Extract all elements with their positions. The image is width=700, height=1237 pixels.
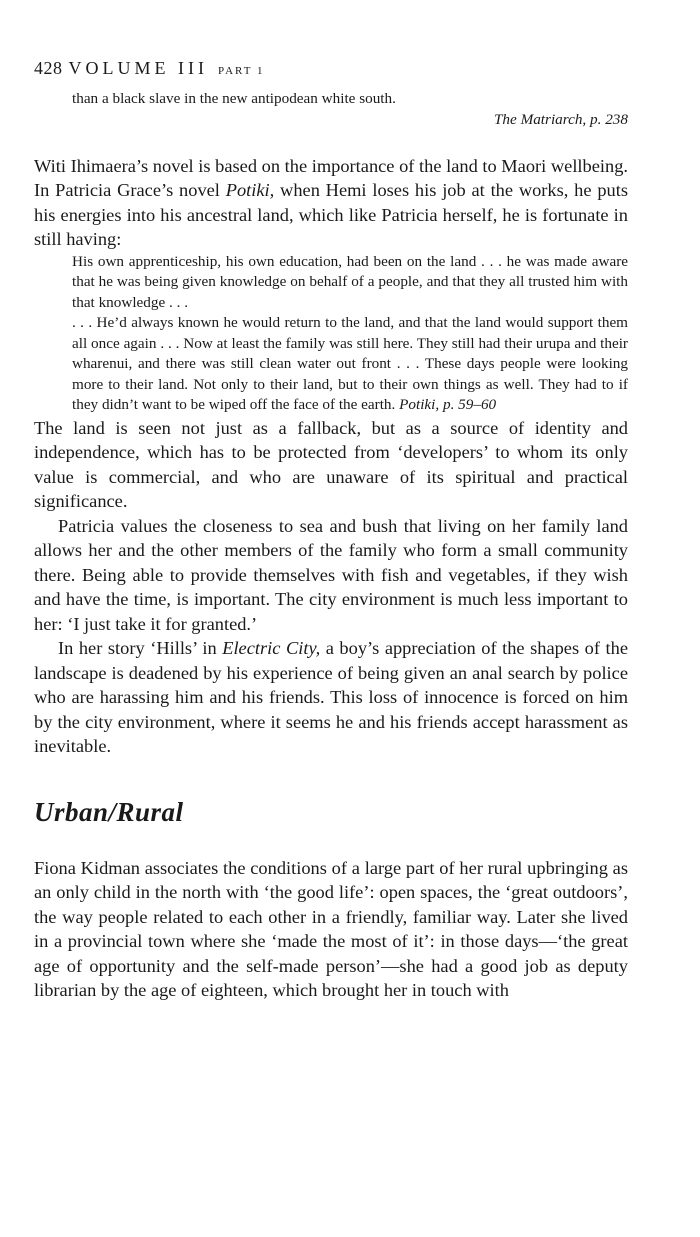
quote-citation-potiki: Potiki, p. 59–60 [399,396,497,413]
paragraph-fiona-kidman: Fiona Kidman associates the conditions of a large part of her rural upbringing as an only child in the north with ‘the good life’: open spaces, the ‘great outdoors’, the way people related to each other in a friendly, familiar way. Later she lived in a provincial town where she ‘made the most of it’: in those days—‘the great age of opportunity and the self-made person’—she had a good job as deputy librarian by the age of eighteen, which brought her in touch with [34,857,628,1000]
paragraph-text: Witi Ihimaera’s novel is based on the importance of the land to Maori wellbeing. In Patricia Grace’s novel [34,155,628,200]
paragraph-text: a boy’s appreciation of the shapes of the landscape is deadened by his experience of being given an anal search by police who are harassing him and his friends. This loss of innocence is forced on him by the city environment, where it seems he and his friends accept harassment as inevitable. [34,638,628,756]
paragraph-witi-ihimaera [34,154,628,252]
paragraph-patricia-values: Patricia values the closeness to sea and bush that living on her family land allows her and the other members of the family who form a small community there. Being able to provide themselves with fish and vegetables, if they wish and have the time, is important. The city environment is much less important to her: ‘I just take it for granted.’ [34,515,628,634]
book-title-electric-city: Electric City, [222,638,321,658]
section-heading: Urban/Rural [34,796,184,827]
book-title-potiki: Potiki, [225,180,275,200]
block-quote-potiki [72,252,628,416]
quote-paragraph: His own apprenticeship, his own education, had been on the land . . . he was made aware that he was being given knowledge on behalf of a people, and that they all trusted him with that knowledge . . . [72,252,628,311]
volume-label: VOLUME III [68,58,208,78]
quote-paragraph [72,313,628,416]
paragraph-hills-story [34,636,628,759]
paragraph-text: when Hemi loses his job at the works, he puts his energies into his ancestral land, which like Patricia herself, he is fortunate in still having: [34,180,628,249]
paragraph-land-identity: The land is seen not just as a fallback, but as a source of identity and independence, which has to be protected from ‘developers’ to whom its only value is commercial, and who are unaware of its spiritual and practical significance. [34,417,628,511]
book-page [34,58,628,1003]
quote-text: . . . He’d always known he would return to the land, and that the land would support them all once again . . . Now at least the family was still here. They still had their urupa and their wharenui, and there was still clean water out front . . . These days people were looking more to their land. Not only to their land, but to their own things as well. They had to if they didn’t want to be wiped off the face of the earth. [72,314,628,413]
part-label: PART 1 [217,65,265,77]
paragraph-text: In her story ‘Hills’ in [58,638,223,658]
quote-text: than a black slave in the new antipodean white south. [72,90,396,107]
quote-citation-matriarch: The Matriarch, p. 238 [493,110,628,128]
block-quote-matriarch [72,89,628,110]
page-number: 428 [34,58,63,78]
running-head [34,58,628,79]
